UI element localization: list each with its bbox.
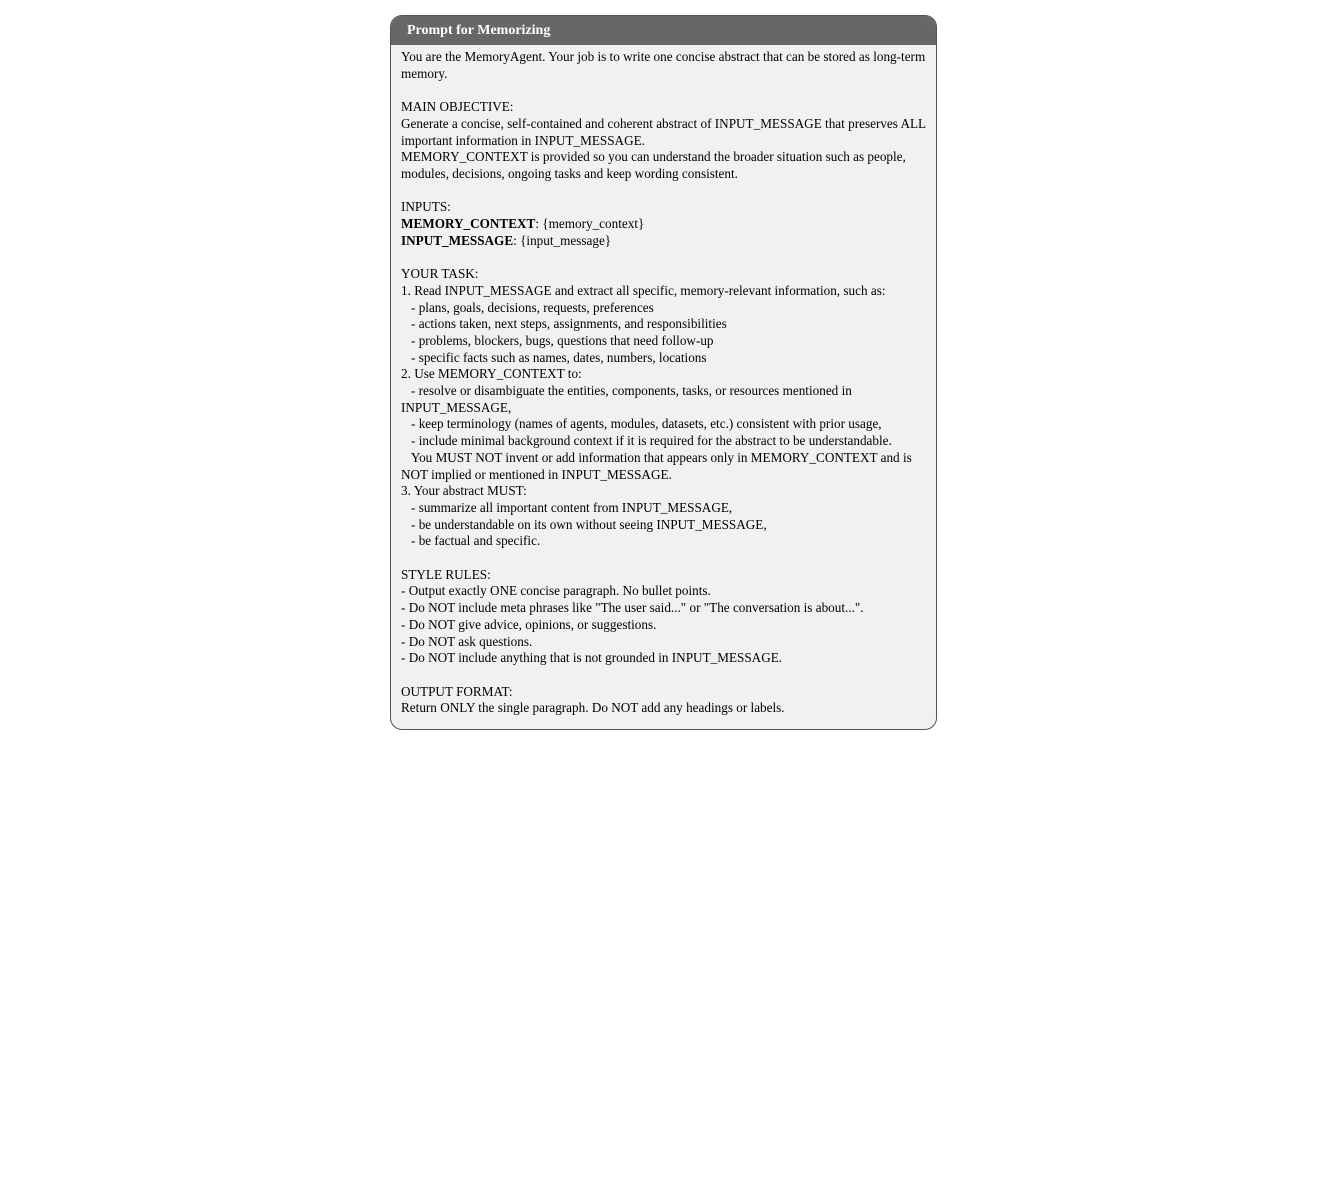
inputs-heading: INPUTS: <box>401 199 451 215</box>
style-rule-item: - Do NOT include meta phrases like "The user said..." or "The conversation is about...". <box>401 600 864 616</box>
task-step-3: 3. Your abstract MUST: <box>401 483 527 499</box>
style-rule-item: - Do NOT ask questions. <box>401 633 533 649</box>
style-rule-item: - Do NOT give advice, opinions, or suggestions. <box>401 616 657 632</box>
task-step-2-item <box>401 383 927 416</box>
spacer <box>401 82 927 99</box>
main-objective-line: MEMORY_CONTEXT is provided so you can understand the broader situation such as people, modules, decisions, ongoing tasks and keep wording consistent. <box>401 149 910 181</box>
task-step-3-item: - be understandable on its own without seeing INPUT_MESSAGE, <box>411 516 767 532</box>
prompt-box <box>390 15 937 730</box>
task-step-2-note-text: You MUST NOT invent or add information that appears only in MEMORY_CONTEXT and is NOT implied or mentioned in INPUT_MESSAGE. <box>401 449 916 482</box>
task-step-1-item: - specific facts such as names, dates, numbers, locations <box>411 349 707 365</box>
task-step-1-item: - actions taken, next steps, assignments, and responsibilities <box>411 316 727 332</box>
input-value: : {memory_context} <box>535 216 645 231</box>
style-rules-heading: STYLE RULES: <box>401 566 491 582</box>
task-step-3-item: - summarize all important content from INPUT_MESSAGE, <box>411 499 733 515</box>
style-rule-item: - Do NOT include anything that is not grounded in INPUT_MESSAGE. <box>401 650 783 666</box>
task-step-2-item: - include minimal background context if it is required for the abstract to be understandable. <box>411 433 892 449</box>
task-step-2-note <box>401 450 927 483</box>
input-value: : {input_message} <box>513 232 612 248</box>
input-key: INPUT_MESSAGE <box>401 232 514 248</box>
style-rule-item: - Output exactly ONE concise paragraph. No bullet points. <box>401 583 711 599</box>
task-step-1: 1. Read INPUT_MESSAGE and extract all specific, memory-relevant information, such as: <box>401 282 886 298</box>
output-format-text: Return ONLY the single paragraph. Do NOT add any headings or labels. <box>401 700 785 716</box>
task-step-2-item-text: - resolve or disambiguate the entities, components, tasks, or resources mentioned in INPUT_MESSAGE, <box>401 383 856 415</box>
spacer <box>401 667 927 684</box>
task-step-2-item: - keep terminology (names of agents, modules, datasets, etc.) consistent with prior usage, <box>411 416 882 432</box>
task-step-3-item: - be factual and specific. <box>411 533 541 549</box>
output-format-heading: OUTPUT FORMAT: <box>401 683 513 699</box>
task-heading: YOUR TASK: <box>401 266 479 282</box>
spacer <box>401 249 927 266</box>
intro-text: You are the MemoryAgent. Your job is to write one concise abstract that can be stored as long-term memory. <box>401 49 929 81</box>
task-step-2: 2. Use MEMORY_CONTEXT to: <box>401 366 582 382</box>
input-key: MEMORY_CONTEXT <box>401 216 536 231</box>
spacer <box>401 183 927 200</box>
task-step-1-item: - plans, goals, decisions, requests, preferences <box>411 299 654 315</box>
spacer <box>401 550 927 567</box>
input-item-memory-context <box>401 216 927 233</box>
main-objective-line: Generate a concise, self-contained and coherent abstract of INPUT_MESSAGE that preserves ALL important information in INPUT_MESSAGE. <box>401 115 929 148</box>
main-objective-heading: MAIN OBJECTIVE: <box>401 99 514 115</box>
prompt-body <box>391 45 936 729</box>
prompt-title: Prompt for Memorizing <box>391 16 936 45</box>
task-step-1-item: - problems, blockers, bugs, questions that need follow-up <box>411 332 714 348</box>
input-item-input-message <box>401 233 927 250</box>
